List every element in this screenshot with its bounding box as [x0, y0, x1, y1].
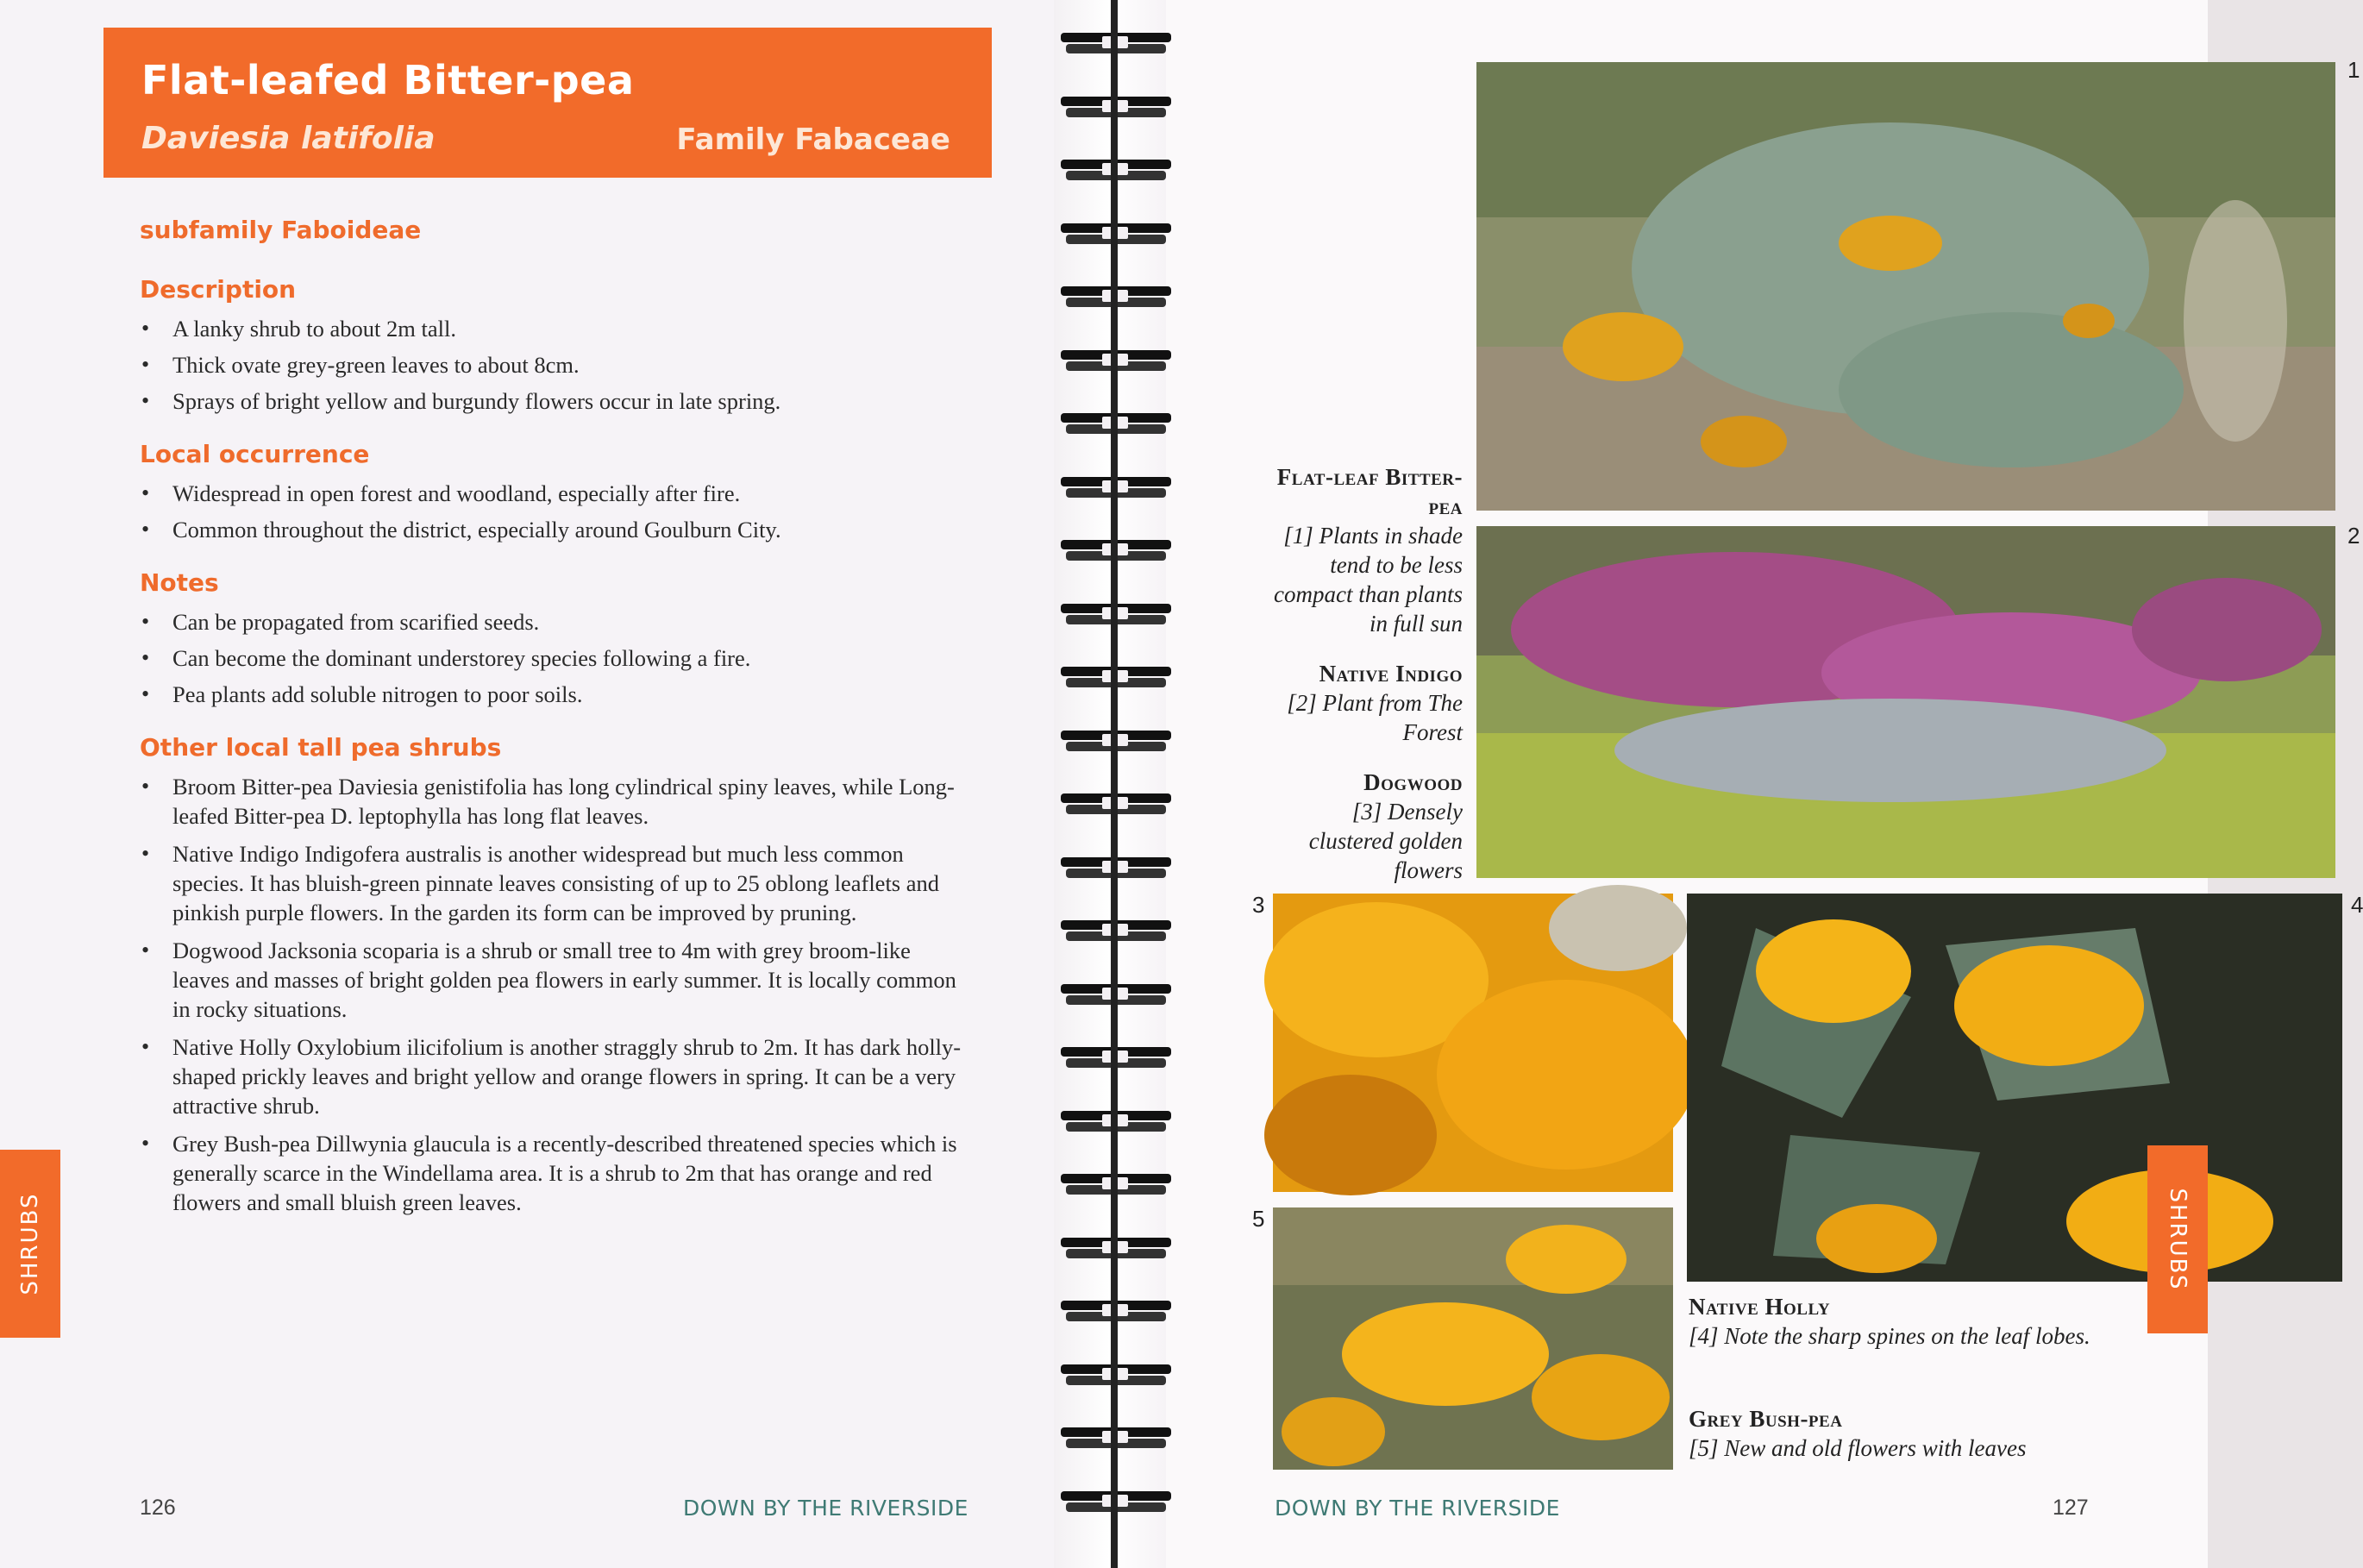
left-page [0, 0, 1113, 1568]
list-item: • Native Indigo Indigofera australis is another widespread but much less common species. It has bluish-green pinnate leaves consisting of up to 25 oblong leaflets and pinkish purple flowers. In the garden its form can be improved by pruning. [140, 839, 968, 927]
photo-number: 5 [1252, 1206, 1265, 1232]
caption-text: [4] Note the sharp spines on the leaf lobes. [1689, 1323, 2090, 1349]
list-item: • Can be propagated from scarified seeds. [140, 607, 968, 637]
photo-dogwood [1273, 894, 1673, 1192]
page-number: 127 [2053, 1496, 2089, 1520]
photo-grey-bush-pea [1273, 1207, 1673, 1470]
section-heading: Description [140, 275, 297, 304]
caption-name: Flat-leaf Bitter-pea [1276, 464, 1463, 519]
right-page [1121, 0, 2363, 1568]
list-item: • Broom Bitter-pea Daviesia genistifolia has long cylindrical spiny leaves, while Long-leafed Bitter-pea D. leptophylla has long flat leaves. [140, 772, 968, 831]
scientific-name: Daviesia latifolia [141, 121, 436, 156]
caption-dogwood [1268, 768, 1463, 885]
photo-number: 4 [2351, 892, 2363, 918]
caption-text: [5] New and old flowers with leaves [1689, 1435, 2027, 1461]
other-shrubs-list [140, 772, 968, 1217]
list-item: • Pea plants add soluble nitrogen to poor soils. [140, 680, 968, 709]
list-item: • Native Holly Oxylobium ilicifolium is another straggly shrub to 2m. It has dark holly-shaped prickly leaves and bright yellow and orange flowers in spring. It can be a very attractive shrub. [140, 1032, 968, 1120]
list-item: • Sprays of bright yellow and burgundy flowers occur in late spring. [140, 386, 968, 416]
notes-list [140, 607, 968, 709]
subfamily-label: subfamily Faboideae [140, 216, 422, 244]
section-heading: Notes [140, 568, 219, 597]
species-header [103, 28, 992, 178]
occurrence-list [140, 479, 968, 544]
list-item: • Widespread in open forest and woodland, especially after fire. [140, 479, 968, 508]
caption-native-holly [1689, 1292, 2137, 1351]
caption-name: Native Holly [1689, 1294, 1831, 1320]
list-item: • Thick ovate grey-green leaves to about 8cm. [140, 350, 968, 379]
binding-spine [1111, 0, 1118, 1568]
caption-name: Dogwood [1363, 769, 1463, 795]
list-item: • Grey Bush-pea Dillwynia glaucula is a recently-described threatened species which is generally scarce in the Windellama area. It is a shrub to 2m that has orange and red flowers and small bluish green leaves. [140, 1129, 968, 1217]
photo-number: 1 [2347, 57, 2360, 83]
list-item: • A lanky shrub to about 2m tall. [140, 314, 968, 343]
side-tab-shrubs: SHRUBS [0, 1150, 60, 1338]
caption-text: [2] Plant from The Forest [1287, 690, 1463, 745]
list-item: • Can become the dominant understorey species following a fire. [140, 643, 968, 673]
footer-title: DOWN BY THE RIVERSIDE [1275, 1496, 1560, 1521]
list-item: • Common throughout the district, especially around Goulburn City. [140, 515, 968, 544]
side-tab-shrubs: SHRUBS [2147, 1145, 2208, 1333]
family-name: Family Fabaceae [676, 122, 950, 157]
section-heading: Local occurrence [140, 440, 370, 468]
caption-flat-leaf [1268, 462, 1463, 638]
section-heading: Other local tall pea shrubs [140, 733, 502, 762]
caption-name: Native Indigo [1319, 661, 1463, 687]
photo-number: 2 [2347, 523, 2360, 549]
caption-native-indigo [1268, 659, 1463, 747]
caption-text: [3] Densely clustered golden flowers [1308, 799, 1463, 883]
species-title: Flat-leafed Bitter-pea [141, 57, 635, 103]
species-content [140, 216, 968, 1241]
photo-number: 3 [1252, 892, 1265, 918]
description-list [140, 314, 968, 416]
photo-native-indigo [1476, 526, 2335, 878]
page-number: 126 [140, 1496, 176, 1520]
footer-title: DOWN BY THE RIVERSIDE [683, 1496, 968, 1521]
caption-name: Grey Bush-pea [1689, 1406, 1843, 1432]
photo-native-holly [1687, 894, 2342, 1282]
photo-flat-leaf-bitter-pea [1476, 62, 2335, 511]
caption-grey-bush-pea [1689, 1404, 2154, 1463]
list-item: • Dogwood Jacksonia scoparia is a shrub or small tree to 4m with grey broom-like leaves and masses of bright golden pea flowers in early summer. It is locally common in rocky situations. [140, 936, 968, 1024]
caption-text: [1] Plants in shade tend to be less compact than plants in full sun [1274, 523, 1463, 637]
